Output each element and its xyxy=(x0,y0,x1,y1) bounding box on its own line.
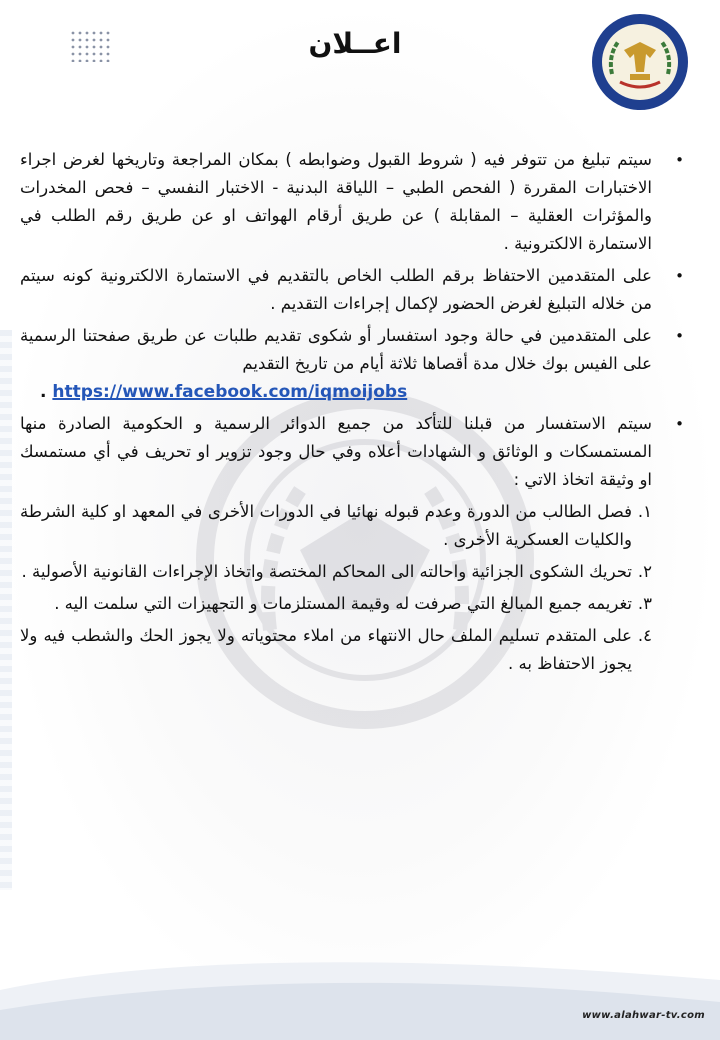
facebook-page-link[interactable]: https://www.facebook.com/iqmoijobs xyxy=(52,382,408,402)
ministry-emblem-icon xyxy=(590,12,690,112)
decorative-left-stripe xyxy=(0,330,12,890)
link-suffix: . xyxy=(40,382,47,402)
bullet-text: على المتقدمين الاحتفاظ برقم الطلب الخاص بالتقديم في الاستمارة الالكترونية كونه سيتم من خلاله التبليغ لغرض الحضور لإكمال إجراءات التقديم . xyxy=(20,266,652,313)
bullet-icon: • xyxy=(675,415,684,433)
page-title: اعــلان xyxy=(308,27,402,60)
list-item xyxy=(20,322,688,406)
sub-item-number: ٣. xyxy=(637,594,652,613)
watermark-url: www.alahwar-tv.com xyxy=(582,1010,705,1021)
facebook-link-line xyxy=(40,378,652,406)
list-item xyxy=(20,410,688,494)
bullet-text: سيتم تبليغ من تتوفر فيه ( شروط القبول وضوابطه ) بمكان المراجعة وتاريخها لغرض اجراء الاختبارات المقررة ( الفحص الطبي – اللياقة البدنية - الاختبار النفسي – فحص المخدرات والمؤثرات العقلية – المقابلة ) عن طريق أرقام الهواتف او عن طريق رقم الطلب في الاستمارة الالكترونية . xyxy=(20,150,652,253)
sub-list-item xyxy=(20,590,688,618)
list-item xyxy=(20,262,688,318)
sub-list-item xyxy=(20,498,688,554)
sub-item-text: تحريك الشكوى الجزائية واحالته الى المحاكم المختصة واتخاذ الإجراءات القانونية الأصولية . xyxy=(21,562,632,581)
sub-list-item xyxy=(20,622,688,678)
bullet-icon: • xyxy=(675,151,684,169)
sub-item-number: ١. xyxy=(637,502,652,521)
sub-item-text: فصل الطالب من الدورة وعدم قبوله نهائيا في الدورات الأخرى في المعهد او كلية الشرطة والكليات العسكرية الأخرى . xyxy=(20,502,632,549)
sub-item-number: ٤. xyxy=(637,626,652,645)
sub-list-item xyxy=(20,558,688,586)
announcement-body xyxy=(20,146,688,682)
dot-grid-icon xyxy=(70,30,112,62)
sub-item-text: تغريمه جميع المبالغ التي صرفت له وقيمة المستلزمات و التجهيزات التي سلمت اليه . xyxy=(54,594,632,613)
bullet-icon: • xyxy=(675,267,684,285)
bullet-text: على المتقدمين في حالة وجود استفسار أو شكوى تقديم طلبات عن طريق صفحتنا الرسمية على الفيس بوك خلال مدة أقصاها ثلاثة أيام من تاريخ التقديم xyxy=(20,326,652,373)
sub-item-number: ٢. xyxy=(637,562,652,581)
bullet-icon: • xyxy=(675,327,684,345)
list-item xyxy=(20,146,688,258)
bullet-text: سيتم الاستفسار من قبلنا للتأكد من جميع الدوائر الرسمية و الحكومية الصادرة منها المستمسكات و الوثائق و الشهادات أعلاه وفي حال وجود تزوير او تحريف في أي مستمسك او وثيقة اتخاذ الاتي : xyxy=(20,414,652,489)
sub-item-text: على المتقدم تسليم الملف حال الانتهاء من املاء محتوياته ولا يجوز الحك والشطب فيه ولا يجوز الاحتفاظ به . xyxy=(20,626,632,673)
